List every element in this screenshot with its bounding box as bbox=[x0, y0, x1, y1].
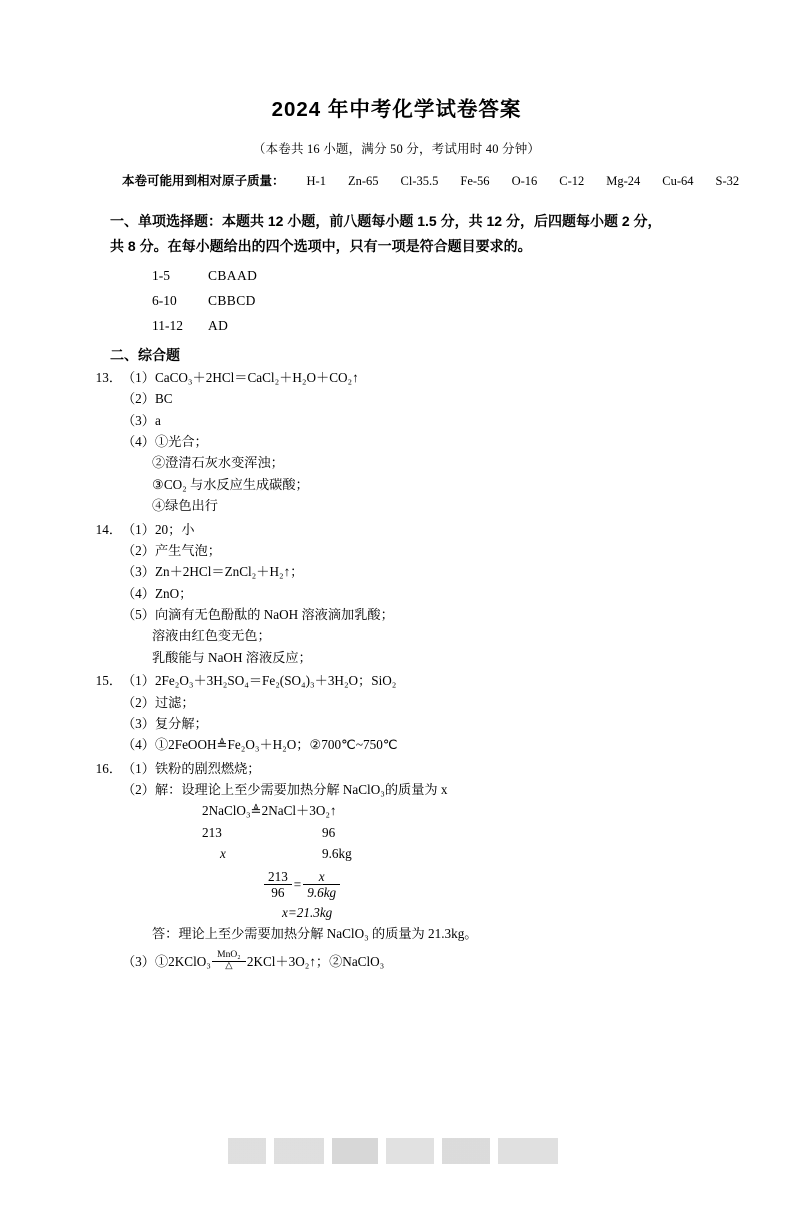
question-16 bbox=[0, 758, 793, 973]
atomic-mass-item: Cu-64 bbox=[662, 174, 694, 188]
q16-condition-top: MnO₂ bbox=[212, 951, 246, 962]
q16-fraction-right bbox=[303, 869, 340, 900]
atomic-mass-item: C-12 bbox=[559, 174, 585, 188]
q13-part-3: （3）a bbox=[122, 412, 161, 428]
section-1-heading bbox=[0, 209, 793, 258]
q16-fraction-left bbox=[264, 869, 292, 900]
q16-fraction-left-den: 96 bbox=[271, 884, 285, 900]
q13-line-4d: ④绿色出行 bbox=[152, 498, 218, 514]
answer-sheet-page bbox=[0, 92, 793, 1214]
question-14 bbox=[0, 519, 793, 669]
q16-part-3-tail: 2KCl＋3O₂↑；②NaClO₃ bbox=[246, 953, 385, 969]
page-title: 2024 年中考化学试卷答案 bbox=[271, 98, 522, 121]
mcq-row bbox=[152, 289, 793, 314]
section-1-heading-line2: 共 8 分。在每小题给出的四个选项中，只有一项是符合题目要求的。 bbox=[110, 237, 532, 254]
q16-line-3 bbox=[122, 951, 733, 973]
mcq-range: 6-10 bbox=[152, 292, 177, 308]
mcq-range: 11-12 bbox=[152, 317, 183, 333]
q16-proportion bbox=[122, 869, 733, 900]
q14-line-1 bbox=[95, 519, 733, 540]
q16-part-1: （1）铁粉的剧烈燃烧； bbox=[122, 760, 261, 776]
q16-var-1: x bbox=[220, 846, 226, 862]
q16-equals-sign: = bbox=[293, 876, 302, 892]
q15-line-2: （2）过滤； bbox=[122, 694, 195, 710]
mcq-row bbox=[152, 264, 793, 289]
atomic-mass-item: Zn-65 bbox=[347, 174, 379, 188]
q16-reaction-condition bbox=[212, 951, 246, 972]
q16-mass-2: 96 bbox=[322, 824, 336, 840]
atomic-mass-values bbox=[285, 174, 740, 188]
q16-fraction-right-num: x bbox=[303, 869, 340, 885]
question-13 bbox=[0, 367, 793, 517]
mcq-range: 1-5 bbox=[152, 268, 170, 283]
q16-line-1 bbox=[95, 758, 733, 779]
q14-line-5: （5）向滴有无色酚酞的 NaOH 溶液滴加乳酸； bbox=[122, 607, 394, 623]
q15-number: 15． bbox=[95, 673, 122, 689]
q15-part-1: （1）2Fe₂O₃＋3H₂SO₄＝Fe₂(SO₄)₃＋3H₂O；SiO₂ bbox=[122, 673, 397, 689]
atomic-mass-item: Fe-56 bbox=[460, 174, 490, 188]
q16-fraction-left-num: 213 bbox=[264, 869, 292, 885]
atomic-mass-item: Mg-24 bbox=[606, 174, 641, 188]
q16-line-2: （2）解：设理论上至少需要加热分解 NaClO₃的质量为 x bbox=[122, 782, 448, 798]
q13-line-4 bbox=[122, 431, 733, 452]
q16-part-3: （3）①2KClO₃ bbox=[122, 953, 211, 969]
q16-result: x=21.3kg bbox=[282, 904, 333, 920]
q13-number: 13． bbox=[95, 369, 122, 385]
q15-line-3: （3）复分解； bbox=[122, 715, 208, 731]
q14-part-1: （1）20；小 bbox=[122, 521, 195, 537]
mcq-answer: CBBCD bbox=[208, 292, 256, 308]
q14-line-4: （4）ZnO； bbox=[122, 585, 193, 601]
q14-line-3: （3）Zn＋2HCl＝ZnCl₂＋H₂↑； bbox=[122, 564, 304, 580]
atomic-mass-label: 本卷可能用到相对原子质量： bbox=[122, 174, 285, 188]
q14-number: 14． bbox=[95, 521, 122, 537]
mcq-answer: AD bbox=[208, 317, 229, 333]
q16-mass-1: 213 bbox=[202, 824, 222, 840]
q13-line-3 bbox=[122, 410, 733, 431]
atomic-mass-line bbox=[0, 171, 793, 189]
multiple-choice-answers bbox=[0, 264, 793, 339]
q15-line-1 bbox=[95, 670, 733, 691]
section-2-heading: 二、综合题 bbox=[110, 346, 180, 363]
q16-number: 16． bbox=[95, 760, 122, 776]
q14-line-5b: 溶液由红色变无色； bbox=[152, 628, 271, 644]
q16-mass-row bbox=[122, 822, 733, 843]
q15-line-4: （4）①2FeOOH≜Fe₂O₃＋H₂O；②700℃~750℃ bbox=[122, 737, 398, 753]
q13-part-2: （2）BC bbox=[122, 391, 173, 407]
q13-line-2 bbox=[122, 388, 733, 409]
atomic-mass-item: O-16 bbox=[511, 174, 538, 188]
q13-line-1 bbox=[95, 367, 733, 388]
q13-part-1: （1）CaCO₃＋2HCl＝CaCl₂＋H₂O＋CO₂↑ bbox=[122, 369, 359, 385]
atomic-mass-item: S-32 bbox=[715, 174, 740, 188]
watermark-redaction bbox=[228, 1138, 558, 1164]
section-1-heading-line1: 一、单项选择题：本题共 12 小题，前八题每小题 1.5 分，共 12 分，后四题每小题 2 分， bbox=[110, 213, 662, 229]
atomic-mass-item: H-1 bbox=[306, 174, 326, 188]
q16-var-2: 9.6kg bbox=[322, 846, 352, 862]
question-15 bbox=[0, 670, 793, 756]
q13-part-4: （4）①光合； bbox=[122, 434, 208, 450]
q14-line-2: （2）产生气泡； bbox=[122, 542, 221, 558]
q16-answer-statement: 答：理论上至少需要加热分解 NaClO₃ 的质量为 21.3kg。 bbox=[152, 926, 478, 942]
q16-fraction-right-den: 9.6kg bbox=[307, 884, 337, 900]
q14-line-5c: 乳酸能与 NaOH 溶液反应； bbox=[152, 649, 312, 665]
q16-var-row bbox=[122, 843, 733, 864]
atomic-mass-item: Cl-35.5 bbox=[400, 174, 439, 188]
q13-line-4b: ②澄清石灰水变浑浊； bbox=[152, 455, 284, 471]
q16-condition-bottom: △ bbox=[225, 961, 233, 972]
exam-subtitle: （本卷共 16 小题，满分 50 分，考试用时 40 分钟） bbox=[252, 142, 541, 156]
q13-line-4c: ③CO₂ 与水反应生成碳酸； bbox=[152, 476, 309, 492]
mcq-row bbox=[152, 314, 793, 339]
mcq-answer: CBAAD bbox=[208, 268, 258, 283]
q16-equation: 2NaClO₃≜2NaCl＋3O₂↑ bbox=[202, 803, 337, 819]
